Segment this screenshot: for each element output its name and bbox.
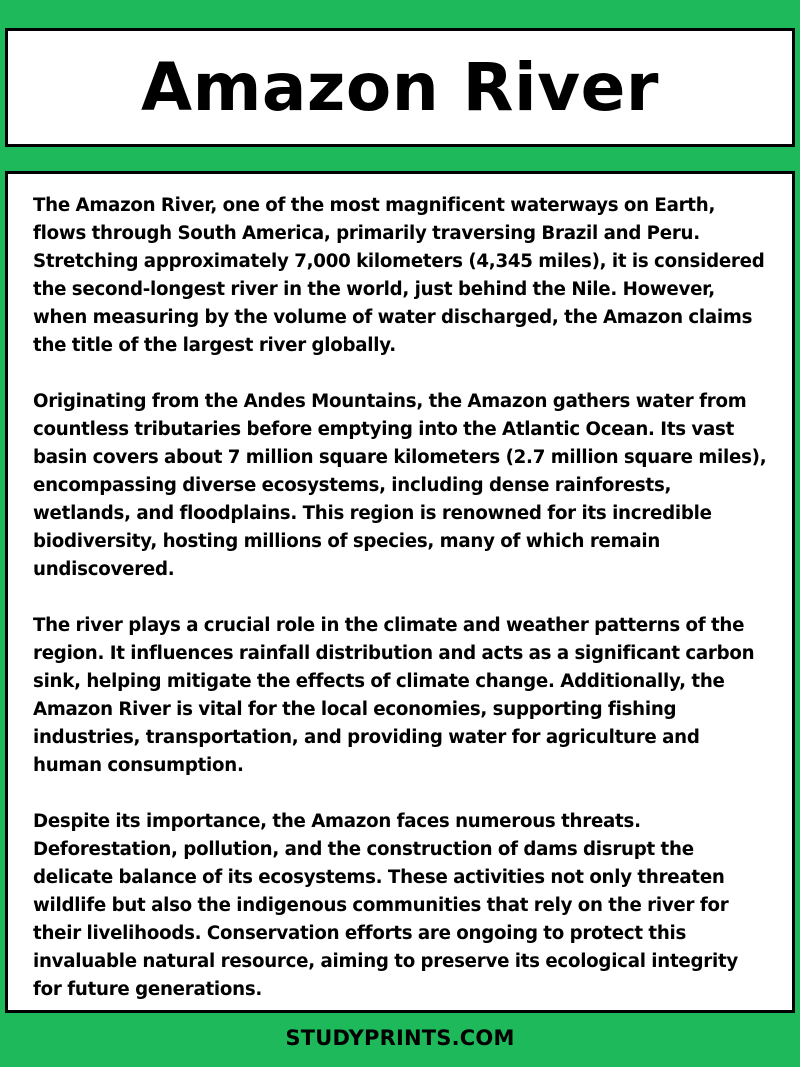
footer <box>0 1020 800 1056</box>
article-body <box>8 174 792 1004</box>
page-title: Amazon River <box>141 48 659 126</box>
paragraph-intro: The Amazon River, one of the most magnificent waterways on Earth, flows through South America, primarily traversing Brazil and Peru. Stretching approximately 7,000 kilometers (4,345 miles), it is considered the second-longest river in the world, just behind the Nile. However, when measuring by the volume of water discharged, the Amazon claims the title of the largest river globally. <box>33 195 765 356</box>
paragraph-threats: Despite its importance, the Amazon faces numerous threats. Deforestation, pollution, and the construction of dams disrupt the delicate balance of its ecosystems. These activities not only threaten wildlife but also the indigenous communities that rely on the river for their livelihoods. Conservation efforts are ongoing to protect this invaluable natural resource, aiming to preserve its ecological integrity for future generations. <box>33 811 739 1000</box>
title-panel <box>5 28 795 147</box>
article-panel <box>5 171 795 1013</box>
paragraph-climate: The river plays a crucial role in the climate and weather patterns of the region. It influences rainfall distribution and acts as a significant carbon sink, helping mitigate the effects of climate change. Additionally, the Amazon River is vital for the local economies, supporting fishing industries, transportation, and providing water for agriculture and human consumption. <box>33 615 755 776</box>
paragraph-origin: Originating from the Andes Mountains, the Amazon gathers water from countless tributaries before emptying into the Atlantic Ocean. Its vast basin covers about 7 million square kilometers (2.7 million square miles), encompassing diverse ecosystems, including dense rainforests, wetlands, and floodplains. This region is renowned for its incredible biodiversity, hosting millions of species, many of which remain undiscovered. <box>33 391 767 580</box>
footer-site-name: STUDYPRINTS.COM <box>285 1026 515 1050</box>
